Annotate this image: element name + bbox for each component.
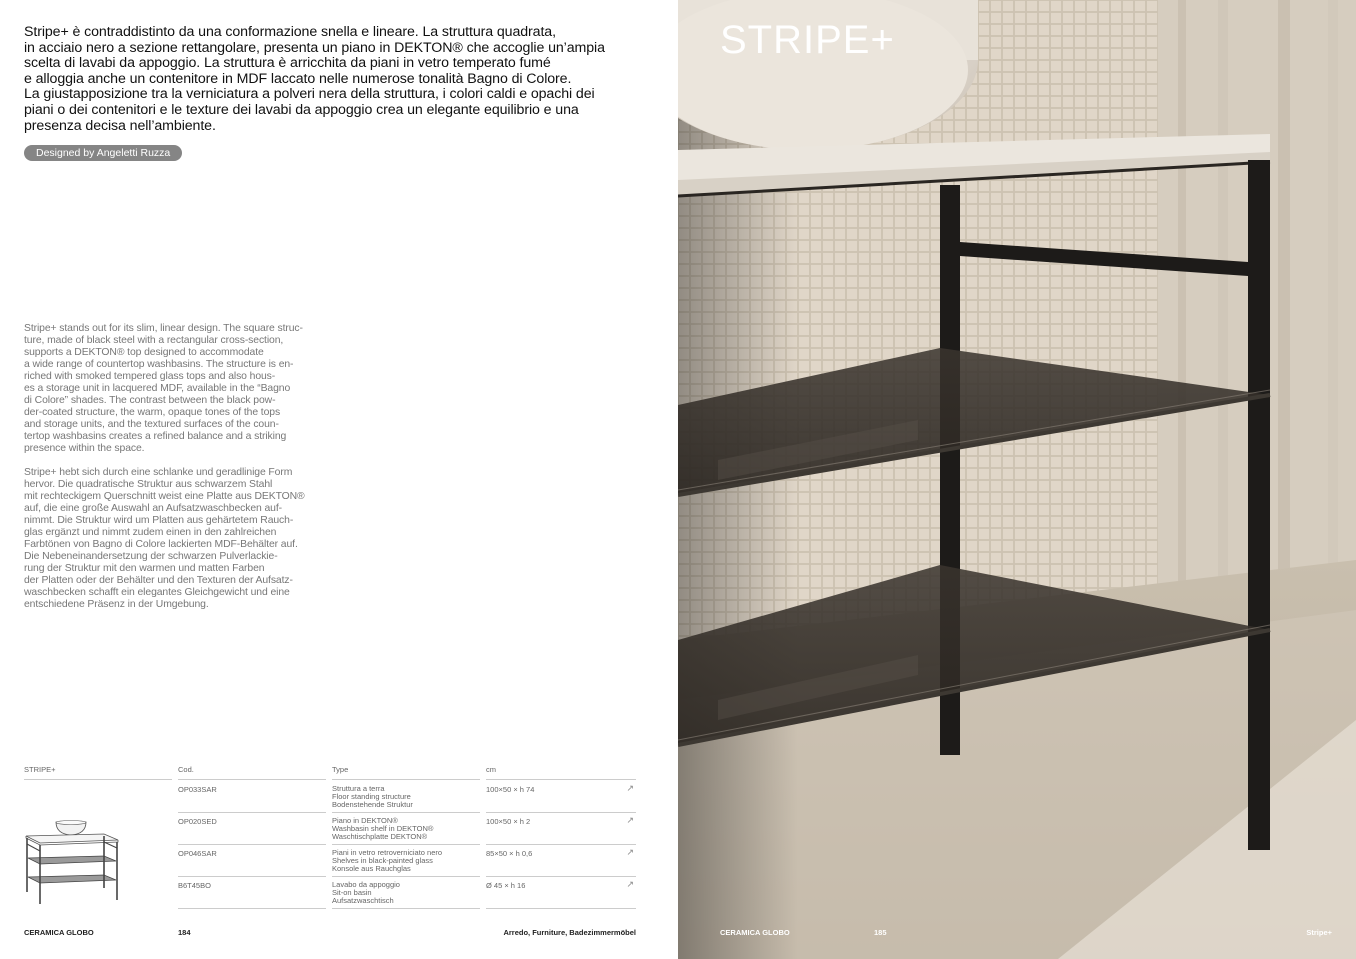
divider bbox=[486, 779, 636, 780]
arrow-link-icon[interactable]: ↗ bbox=[626, 815, 634, 825]
german-line: Stripe+ hebt sich durch eine schlanke und geradlinige Form bbox=[24, 467, 293, 478]
english-line: presence within the space. bbox=[24, 443, 145, 454]
english-line: riched with smoked tempered glass tops and also hous- bbox=[24, 371, 276, 382]
english-line: a wide range of countertop washbasins. The structure is en- bbox=[24, 359, 294, 370]
german-description bbox=[24, 467, 334, 611]
italian-line: piani o dei contenitori e le texture dei lavabi da appoggio crea un elegante equilibrio e una bbox=[24, 101, 579, 118]
german-line: waschbecken schafft ein elegantes Gleichgewicht und eine bbox=[24, 587, 290, 598]
footer-section: Arredo, Furniture, Badezimmermöbel bbox=[503, 928, 636, 937]
german-line: nimmt. Die Struktur wird um Platten aus gehärtetem Rauch- bbox=[24, 515, 294, 526]
divider bbox=[332, 908, 480, 909]
footer-section: Stripe+ bbox=[1306, 928, 1332, 937]
product-title: STRIPE+ bbox=[720, 18, 895, 62]
type-de: Waschtischplatte DEKTON® bbox=[332, 832, 428, 841]
row-dimensions: 85×50 × h 0,6 bbox=[486, 849, 533, 858]
arrow-link-icon[interactable]: ↗ bbox=[626, 783, 634, 793]
italian-line: scelta di lavabi da appoggio. La struttura è arricchita da piani in vetro temperato fumé bbox=[24, 55, 551, 72]
product-photo bbox=[678, 0, 1356, 959]
type-it: Lavabo da appoggio bbox=[332, 880, 400, 889]
english-line: Stripe+ stands out for its slim, linear design. The square struc- bbox=[24, 323, 303, 334]
english-line: ture, made of black steel with a rectangular cross-section, bbox=[24, 335, 284, 346]
row-type bbox=[332, 817, 433, 841]
italian-line: in acciaio nero a sezione rettangolare, presenta un piano in DEKTON® che accoglie un’ampia bbox=[24, 39, 605, 56]
header-cm: cm bbox=[486, 765, 496, 774]
header-code: Cod. bbox=[178, 765, 194, 774]
product-table bbox=[24, 763, 636, 905]
type-de: Aufsatzwaschtisch bbox=[332, 896, 394, 905]
german-line: glas ergänzt und nimmt zudem einen in den zahlreichen bbox=[24, 527, 277, 538]
row-code: OP046SAR bbox=[178, 849, 217, 858]
divider bbox=[486, 908, 636, 909]
german-line: mit rechteckigem Querschnitt weist eine Platte aus DEKTON® bbox=[24, 491, 305, 502]
type-it: Piano in DEKTON® bbox=[332, 816, 398, 825]
page-number: 184 bbox=[178, 928, 191, 937]
type-en: Washbasin shelf in DEKTON® bbox=[332, 824, 434, 833]
italian-line: presenza decisa nell’ambiente. bbox=[24, 117, 216, 134]
english-line: tertop washbasins creates a refined balance and a striking bbox=[24, 431, 287, 442]
italian-description bbox=[24, 25, 639, 134]
german-line: Farbtönen von Bagno di Colore lackierten MDF-Behälter auf. bbox=[24, 539, 298, 550]
row-code: OP033SAR bbox=[178, 785, 217, 794]
english-line: supports a DEKTON® top designed to accommodate bbox=[24, 347, 264, 358]
table-header bbox=[24, 763, 636, 779]
type-en: Sit-on basin bbox=[332, 888, 372, 897]
english-line: der-coated structure, the warm, opaque tones of the tops bbox=[24, 407, 281, 418]
row-type bbox=[332, 881, 400, 905]
right-page bbox=[678, 0, 1356, 959]
german-line: Die Nebeneinandersetzung der schwarzen Pulverlackie- bbox=[24, 551, 278, 562]
type-de: Konsole aus Rauchglas bbox=[332, 864, 411, 873]
product-thumbnail bbox=[24, 820, 120, 906]
type-en: Shelves in black-painted glass bbox=[332, 856, 433, 865]
row-dimensions: 100×50 × h 74 bbox=[486, 785, 535, 794]
footer-brand: CERAMICA GLOBO bbox=[720, 928, 790, 937]
italian-line: e alloggia anche un contenitore in MDF laccato nelle numerose tonalità Bagno di Colore. bbox=[24, 70, 572, 87]
english-line: di Colore” shades. The contrast between the black pow- bbox=[24, 395, 276, 406]
row-code: B6T45BO bbox=[178, 881, 211, 890]
table-row bbox=[24, 781, 636, 813]
german-line: auf, die eine große Auswahl an Aufsatzwaschbecken auf- bbox=[24, 503, 282, 514]
header-type: Type bbox=[332, 765, 349, 774]
arrow-link-icon[interactable]: ↗ bbox=[626, 847, 634, 857]
italian-line: Stripe+ è contraddistinto da una conformazione snella e lineare. La struttura quadrata, bbox=[24, 24, 556, 40]
english-line: and storage units, and the textured surfaces of the coun- bbox=[24, 419, 279, 430]
row-type bbox=[332, 785, 413, 809]
row-code: OP020SED bbox=[178, 817, 217, 826]
german-line: rung der Struktur mit den warmen und matten Farben bbox=[24, 563, 265, 574]
divider bbox=[24, 779, 172, 780]
german-line: entschiedene Präsenz in der Umgebung. bbox=[24, 599, 209, 610]
divider bbox=[332, 779, 480, 780]
german-line: hervor. Die quadratische Struktur aus schwarzem Stahl bbox=[24, 479, 273, 490]
english-description bbox=[24, 323, 334, 455]
designer-badge: Designed by Angeletti Ruzza bbox=[24, 145, 182, 161]
english-line: es a storage unit in lacquered MDF, available in the “Bagno bbox=[24, 383, 291, 394]
german-line: der Platten oder der Behälter und den Texturen der Aufsatz- bbox=[24, 575, 293, 586]
arrow-link-icon[interactable]: ↗ bbox=[626, 879, 634, 889]
type-it: Struttura a terra bbox=[332, 784, 385, 793]
page-number: 185 bbox=[874, 928, 887, 937]
row-dimensions: Ø 45 × h 16 bbox=[486, 881, 526, 890]
header-product: STRIPE+ bbox=[24, 765, 56, 774]
footer-brand: CERAMICA GLOBO bbox=[24, 928, 94, 937]
italian-line: La giustapposizione tra la verniciatura a polveri nera della struttura, i colori caldi e opachi dei bbox=[24, 86, 595, 103]
row-dimensions: 100×50 × h 2 bbox=[486, 817, 531, 826]
divider bbox=[178, 779, 326, 780]
divider bbox=[178, 908, 326, 909]
type-it: Piani in vetro retroverniciato nero bbox=[332, 848, 443, 857]
row-type bbox=[332, 849, 442, 873]
type-en: Floor standing structure bbox=[332, 792, 411, 801]
type-de: Bodenstehende Struktur bbox=[332, 800, 413, 809]
